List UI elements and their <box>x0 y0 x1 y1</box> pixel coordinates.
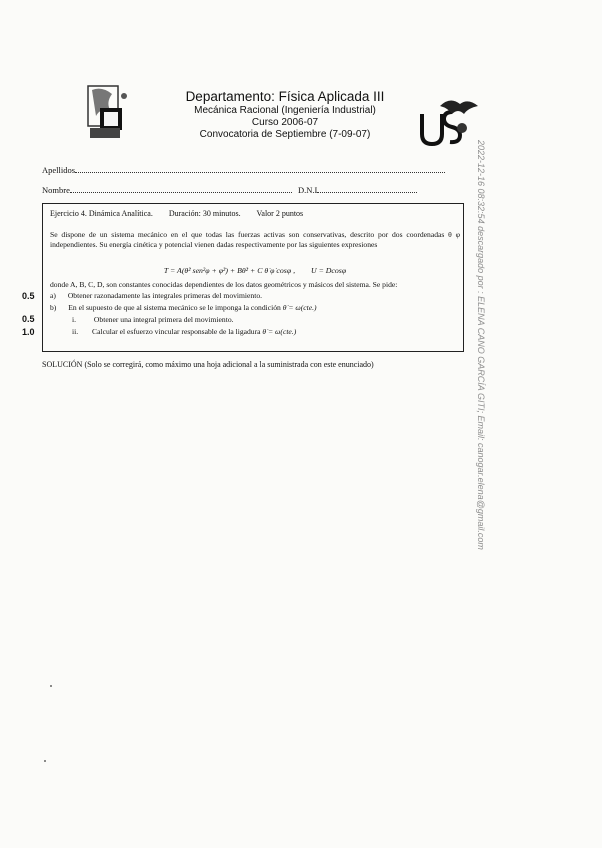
exam-call: Convocatoria de Septiembre (7-09-07) <box>199 129 371 140</box>
id-line[interactable] <box>317 184 417 193</box>
exercise-heading <box>50 209 317 219</box>
exercise-box <box>42 203 464 352</box>
exercise-value: Valor 2 puntos <box>256 209 304 218</box>
course-name: Mecánica Racional (Ingeniería Industrial) <box>194 105 376 116</box>
download-watermark: 2022-12-16 08:32:54 descargado por : ELENA CANO GARCÍA GITI; Email: canogar.elena@gmail.com <box>476 140 486 550</box>
item-a-text: Obtener razonadamente las integrales primeras del movimiento. <box>67 291 263 300</box>
item-ii-label: ii. <box>72 327 79 336</box>
course-year: Curso 2006-07 <box>251 117 319 128</box>
margin-mark-ii: 1.0 <box>22 327 35 337</box>
item-i-label: i. <box>72 315 77 324</box>
constants-text: donde A, B, C, D, son constantes conocidas dependientes de los datos geométricos y másicos del sistema. Se pide: <box>50 280 398 289</box>
potential-energy-formula: U = Dcosφ <box>311 266 347 275</box>
name-label: Nombre <box>42 185 70 195</box>
surname-field[interactable] <box>42 164 445 175</box>
school-logo <box>86 84 130 142</box>
exercise-statement: Se dispone de un sistema mecánico en el que todas las fuerzas activas son conservativas, descrito por dos coordenadas θ φ independientes. Su energía cinética y potencial vienen dadas respectivamente por las siguientes expresiones <box>50 230 460 249</box>
item-ii-text: Calcular el esfuerzo vincular responsable de la ligadura <box>92 327 261 336</box>
solution-note: SOLUCIÓN (Solo se corregirá, como máximo una hoja adicional a la suministrada con este enunciado) <box>42 360 374 369</box>
margin-mark-a: 0.5 <box>22 291 35 301</box>
item-ii <box>72 327 296 337</box>
exercise-duration: Duración: 30 minutos. <box>168 209 241 218</box>
id-label: D.N.I <box>297 185 318 195</box>
item-b-condition: θ̇ = ω(cte.) <box>282 303 317 312</box>
energy-formulas <box>50 266 460 276</box>
kinetic-energy-formula: T = A(θ̇² sen²φ + φ̇²) + Bθ̇² + C θ̇ φ̇ cosφ , <box>163 266 296 275</box>
item-b-text: En el supuesto de que al sistema mecánico se le imponga la condición <box>68 303 281 312</box>
surname-line[interactable] <box>75 164 445 173</box>
scan-speck <box>44 760 46 762</box>
item-b <box>50 303 317 313</box>
item-a <box>50 291 262 301</box>
item-b-label: b) <box>50 303 57 312</box>
surname-label: Apellidos <box>42 165 76 175</box>
margin-mark-i: 0.5 <box>22 314 35 324</box>
name-line[interactable] <box>70 184 292 193</box>
item-i-text: Obtener una integral primera del movimiento. <box>93 315 234 324</box>
scan-speck <box>50 685 52 687</box>
item-ii-condition: θ̇ = ω(cte.) <box>262 327 297 336</box>
department-title: Departamento: Física Aplicada III <box>185 89 385 104</box>
item-a-label: a) <box>50 291 56 300</box>
exam-header <box>140 88 430 141</box>
name-field[interactable] <box>42 184 417 195</box>
item-i <box>72 315 234 325</box>
exercise-title: Ejercicio 4. Dinámica Analítica. <box>50 209 153 218</box>
